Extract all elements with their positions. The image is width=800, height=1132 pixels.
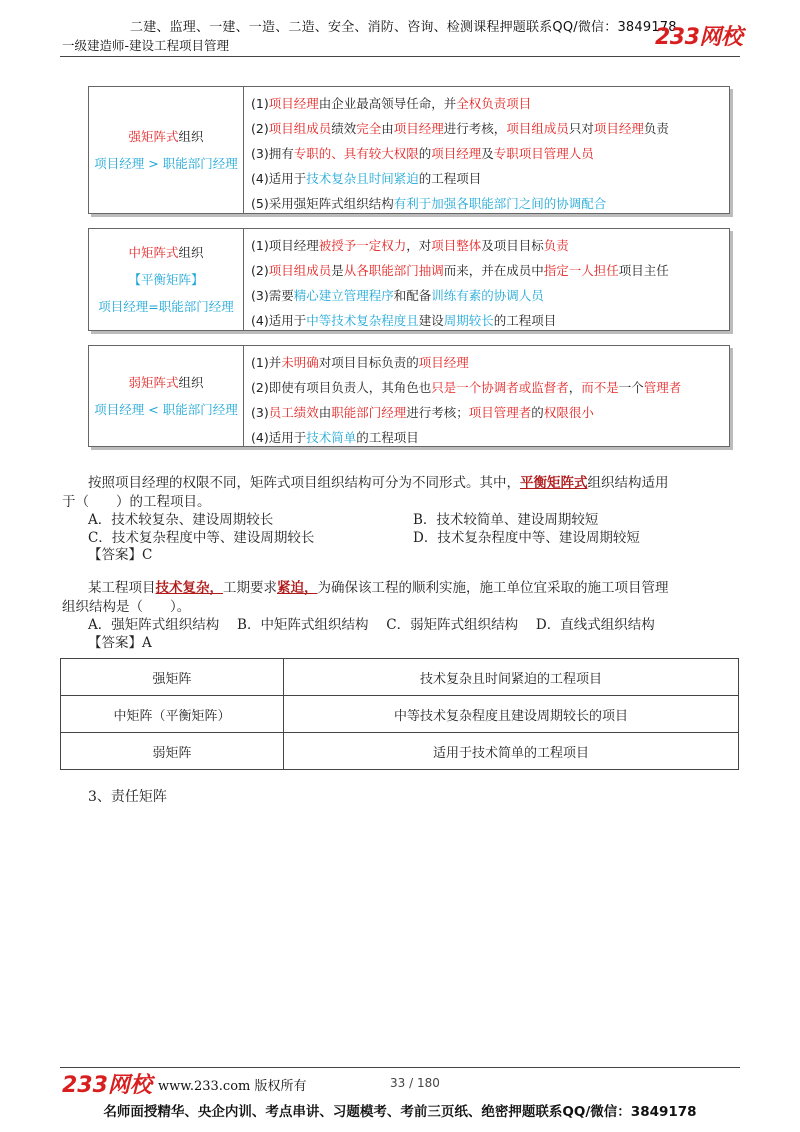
page-number: 33 / 180 — [390, 1076, 440, 1090]
list-item: (4)适用于中等技术复杂程度且建设周期较长的工程项目 — [251, 313, 557, 328]
list-item: (3)需要精心建立管理程序和配备训练有素的协调人员 — [251, 288, 544, 303]
table-cell-type: 中矩阵（平衡矩阵） — [61, 696, 284, 733]
list-item: (1)并未明确对项目目标负责的项目经理 — [251, 355, 469, 370]
weak-matrix-box — [88, 345, 730, 447]
list-item: (4)适用于技术简单的工程项目 — [251, 430, 419, 445]
q1-option-d: D．技术复杂程度中等、建设周期较短 — [413, 530, 640, 546]
weak-matrix-title: 弱矩阵式 — [128, 375, 179, 390]
table-cell-desc: 适用于技术简单的工程项目 — [284, 733, 739, 770]
strong-matrix-box — [88, 86, 730, 214]
weak-matrix-label: 弱矩阵式组织 项目经理 < 职能部门经理 — [89, 346, 244, 446]
footer-divider — [60, 1067, 740, 1068]
q1-highlight: 平衡矩阵式 — [520, 475, 588, 491]
table-cell-desc: 技术复杂且时间紧迫的工程项目 — [284, 659, 739, 696]
footer-contact-line: 名师面授精华、央企内训、考点串讲、习题模考、考前三页纸、绝密押题联系QQ/微信：3849178 — [103, 1104, 697, 1120]
list-item: (4)适用于技术复杂且时间紧迫的工程项目 — [251, 171, 482, 186]
strong-matrix-label: 强矩阵式组织 项目经理 > 职能部门经理 — [89, 87, 244, 213]
list-item: (3)员工绩效由职能部门经理进行考核；项目管理者的权限很小 — [251, 405, 594, 420]
q2-highlight-complex: 技术复杂， — [155, 580, 223, 596]
weak-matrix-relation: 项目经理 < 职能部门经理 — [94, 402, 238, 417]
medium-matrix-relation: 项目经理=职能部门经理 — [98, 299, 234, 314]
q2-highlight-urgent: 紧迫， — [277, 580, 318, 596]
weak-matrix-points — [244, 346, 729, 446]
q2-answer: 【答案】A — [88, 635, 152, 651]
q2-stem-line2: 组织结构是（ ）。 — [62, 599, 191, 615]
table-row — [61, 733, 739, 770]
strong-matrix-relation: 项目经理 > 职能部门经理 — [94, 156, 238, 171]
medium-matrix-label: 中矩阵式组织 【平衡矩阵】 项目经理=职能部门经理 — [89, 229, 244, 330]
table-cell-desc: 中等技术复杂程度且建设周期较长的项目 — [284, 696, 739, 733]
q2-stem-line1: 某工程项目技术复杂，工期要求紧迫，为确保该工程的顺利实施，施工单位宜采取的施工项目管理 — [88, 580, 669, 596]
header-contact-line: 二建、监理、一建、一造、二造、安全、消防、咨询、检测课程押题联系QQ/微信：3849178 — [130, 20, 677, 35]
header-logo: 233网校 — [655, 25, 743, 50]
list-item: (1)项目经理由企业最高领导任命，并全权负责项目 — [251, 96, 532, 111]
medium-matrix-title: 中矩阵式 — [128, 245, 179, 260]
list-item: (1)项目经理被授予一定权力，对项目整体及项目目标负责 — [251, 238, 569, 253]
table-cell-type: 强矩阵 — [61, 659, 284, 696]
footer-copyright: www.233.com 版权所有 — [158, 1079, 307, 1094]
q1-stem-line1: 按照项目经理的权限不同，矩阵式项目组织结构可分为不同形式。其中，平衡矩阵式组织结构适用 — [88, 475, 669, 491]
list-item: (2)项目组成员绩效完全由项目经理进行考核，项目组成员只对项目经理负责 — [251, 121, 669, 136]
q1-answer: 【答案】C — [88, 547, 153, 563]
strong-matrix-points — [244, 87, 729, 213]
strong-matrix-title: 强矩阵式 — [128, 129, 179, 144]
medium-matrix-alias: 【平衡矩阵】 — [128, 272, 204, 287]
medium-matrix-box — [88, 228, 730, 331]
matrix-summary-table — [60, 658, 739, 770]
q1-stem-line2: 于（ ）的工程项目。 — [62, 494, 211, 510]
header-divider — [60, 56, 740, 57]
list-item: (2)项目组成员是从各职能部门抽调而来，并在成员中指定一人担任项目主任 — [251, 263, 669, 278]
section-heading: 3、责任矩阵 — [88, 789, 167, 805]
medium-matrix-points — [244, 229, 729, 330]
q1-option-b: B．技术较简单、建设周期较短 — [413, 512, 599, 528]
table-row — [61, 696, 739, 733]
table-row — [61, 659, 739, 696]
q1-option-c: C．技术复杂程度中等、建设周期较长 — [88, 530, 315, 546]
footer-logo: 233网校 — [62, 1073, 152, 1098]
q1-option-a: A．技术较复杂、建设周期较长 — [88, 512, 274, 528]
header-course-title: 一级建造师-建设工程项目管理 — [62, 38, 230, 53]
list-item: (2)即使有项目负责人，其角色也只是一个协调者或监督者，而不是一个管理者 — [251, 380, 682, 395]
list-item: (3)拥有专职的、具有较大权限的项目经理及专职项目管理人员 — [251, 146, 594, 161]
table-cell-type: 弱矩阵 — [61, 733, 284, 770]
q2-options: A．强矩阵式组织结构 B．中矩阵式组织结构 C．弱矩阵式组织结构 D．直线式组织结构 — [88, 617, 655, 633]
list-item: (5)采用强矩阵式组织结构有利于加强各职能部门之间的协调配合 — [251, 196, 607, 211]
